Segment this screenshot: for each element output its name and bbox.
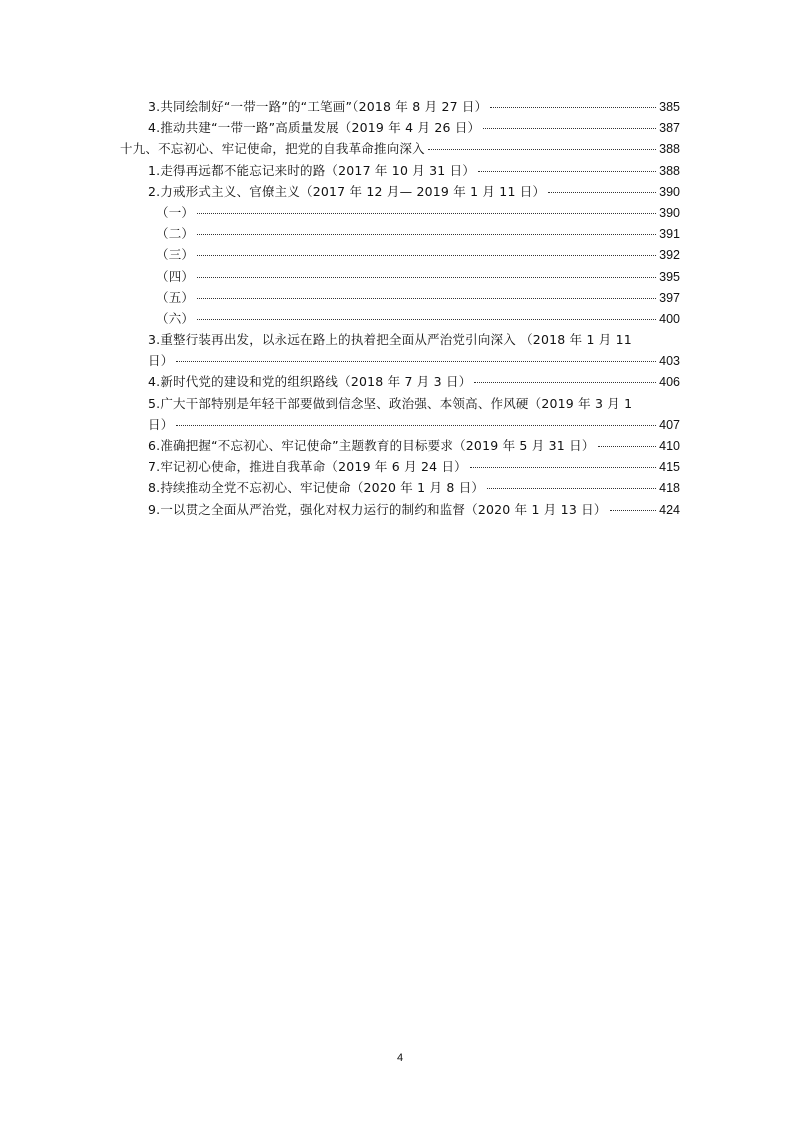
toc-dot-leader xyxy=(176,361,656,362)
toc-entry-page: 400 xyxy=(659,311,680,326)
page-number: 4 xyxy=(396,1052,404,1064)
toc-entry-page: 397 xyxy=(659,290,680,305)
toc-entry-page: 388 xyxy=(659,142,680,157)
toc-dot-leader xyxy=(474,382,656,383)
toc-dot-leader xyxy=(548,192,656,193)
toc-subentry[interactable] xyxy=(0,287,800,308)
toc-entry-title: 2.力戒形式主义、官僚主义（2017 年 12 月— 2019 年 1 月 11 日） xyxy=(148,183,546,199)
toc-dot-leader xyxy=(428,149,656,150)
toc-dot-leader xyxy=(598,446,657,447)
toc-subentry[interactable] xyxy=(0,308,800,329)
toc-entry-title: （一） xyxy=(156,204,195,220)
toc-dot-leader xyxy=(487,488,656,489)
toc-entry[interactable] xyxy=(0,456,800,477)
toc-entry-title: （五） xyxy=(156,289,195,305)
toc-subentry[interactable] xyxy=(0,244,800,265)
toc-dot-leader xyxy=(197,255,656,256)
toc-entry-page: 418 xyxy=(659,481,680,496)
toc-entry[interactable] xyxy=(0,181,800,202)
toc-dot-leader xyxy=(197,298,656,299)
toc-entry-title: 9.一以贯之全面从严治党，强化对权力运行的制约和监督（2020 年 1 月 13 日） xyxy=(148,501,607,517)
toc-entry-title: 4.推动共建“一带一路”高质量发展（2019 年 4 月 26 日） xyxy=(148,120,481,136)
toc-dot-leader xyxy=(197,213,656,214)
toc-dot-leader xyxy=(197,319,656,320)
toc-entry-title: （二） xyxy=(156,226,195,242)
toc-entry-page: 385 xyxy=(659,100,680,114)
toc-chapter-entry[interactable] xyxy=(0,138,800,159)
toc-entry[interactable] xyxy=(0,393,800,435)
toc-entry[interactable] xyxy=(0,435,800,456)
toc-entry-title-line2: 日） xyxy=(148,353,174,369)
toc-subentry[interactable] xyxy=(0,266,800,287)
toc-entry-page: 388 xyxy=(659,163,680,178)
toc-entry[interactable] xyxy=(0,117,800,138)
toc-entry-title-line2: 日） xyxy=(148,416,174,432)
toc-entry-title: 7.牢记初心使命，推进自我革命（2019 年 6 月 24 日） xyxy=(148,459,467,475)
toc-entry-title-line1: 3.重整行装再出发，以永远在路上的执着把全面从严治党引向深入 （2018 年 1 月 11 xyxy=(148,332,632,348)
toc-entry-title: （三） xyxy=(156,247,195,263)
toc-dot-leader xyxy=(483,128,656,129)
toc-entry[interactable] xyxy=(0,371,800,392)
toc-entry-page: 395 xyxy=(659,269,680,284)
toc-entry-title: 十九、不忘初心、牢记使命，把党的自我革命推向深入 xyxy=(120,141,425,157)
toc-entry[interactable] xyxy=(0,499,800,520)
toc-entry[interactable] xyxy=(0,96,800,117)
toc-entry[interactable] xyxy=(0,477,800,498)
toc-entry-title: （六） xyxy=(156,310,195,326)
toc-entry-title: 8.持续推动全党不忘初心、牢记使命（2020 年 1 月 8 日） xyxy=(148,480,485,496)
toc-entry-title-line1: 5.广大干部特别是年轻干部要做到信念坚、政治强、本领高、作风硬（2019 年 3 月 1 xyxy=(148,395,633,411)
toc-entry-page: 415 xyxy=(659,460,680,475)
toc-subentry[interactable] xyxy=(0,202,800,223)
toc-dot-leader xyxy=(176,425,656,426)
toc-entry[interactable] xyxy=(0,160,800,181)
toc-dot-leader xyxy=(197,277,656,278)
toc-entry-page: 403 xyxy=(659,354,680,369)
toc-entry-title: 1.走得再远都不能忘记来时的路（2017 年 10 月 31 日） xyxy=(148,162,476,178)
toc-entry-page: 391 xyxy=(659,227,680,242)
toc-dot-leader xyxy=(610,510,657,511)
toc-subentry[interactable] xyxy=(0,223,800,244)
toc-dot-leader xyxy=(490,107,656,108)
toc-entry-page: 424 xyxy=(659,502,680,517)
toc-entry-title: 4.新时代党的建设和党的组织路线（2018 年 7 月 3 日） xyxy=(148,374,472,390)
toc-entry-page: 392 xyxy=(659,248,680,263)
table-of-contents xyxy=(0,96,800,520)
toc-entry-page: 406 xyxy=(659,375,680,390)
toc-entry-page: 390 xyxy=(659,184,680,199)
toc-entry-title: （四） xyxy=(156,268,195,284)
toc-entry-title: 3.共同绘制好“一带一路”的“工笔画”（2018 年 8 月 27 日） xyxy=(148,99,488,114)
toc-dot-leader xyxy=(197,234,656,235)
toc-entry[interactable] xyxy=(0,329,800,371)
toc-dot-leader xyxy=(470,467,656,468)
toc-entry-page: 387 xyxy=(659,121,680,136)
toc-dot-leader xyxy=(478,171,656,172)
toc-entry-title: 6.准确把握“不忘初心、牢记使命”主题教育的目标要求（2019 年 5 月 31 日） xyxy=(148,438,595,454)
toc-entry-page: 407 xyxy=(659,417,680,432)
toc-entry-page: 390 xyxy=(659,205,680,220)
toc-entry-page: 410 xyxy=(659,439,680,454)
